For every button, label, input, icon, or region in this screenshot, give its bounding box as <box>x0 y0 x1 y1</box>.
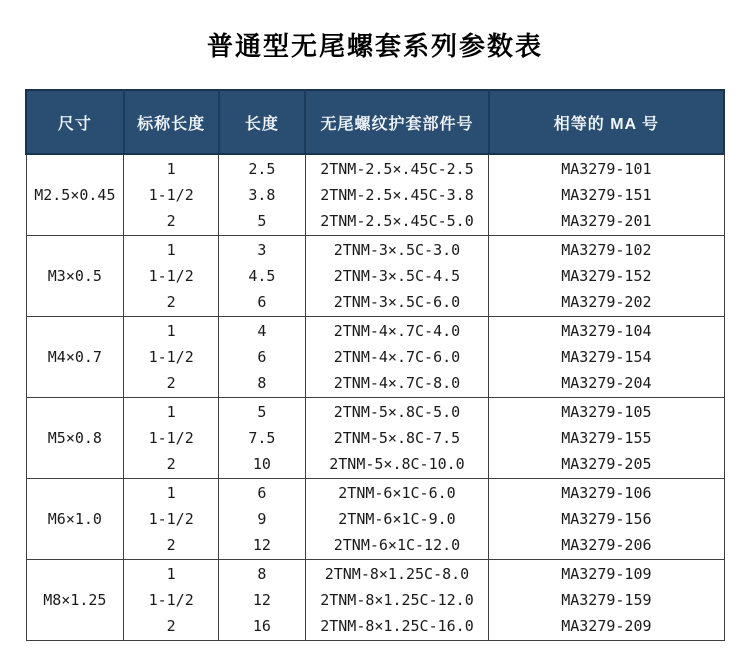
ma-number-cell <box>489 154 724 236</box>
cell-value: MA3279-159 <box>561 591 652 609</box>
nominal-cell <box>124 398 219 479</box>
cell-value: 8 <box>257 565 267 583</box>
cell-value: 1-1/2 <box>148 186 194 204</box>
cell-value: 7.5 <box>248 429 276 447</box>
cell-value: 2.5 <box>248 160 276 178</box>
cell-value: 2TNM-6×1C-6.0 <box>338 484 456 502</box>
cell-value: 2TNM-3×.5C-3.0 <box>333 241 461 259</box>
cell-value: MA3279-104 <box>561 322 652 340</box>
cell-value: 2TNM-6×1C-12.0 <box>333 536 461 554</box>
ma-number-cell <box>489 317 724 398</box>
part-number-cell <box>305 560 489 641</box>
cell-value: MA3279-105 <box>561 403 652 421</box>
part-number-cell <box>305 154 489 236</box>
cell-value: MA3279-209 <box>561 617 652 635</box>
nominal-cell <box>124 560 219 641</box>
header-cell-nominal: 标称长度 <box>124 90 219 154</box>
cell-value: 6 <box>257 293 267 311</box>
cell-value: 1-1/2 <box>148 591 194 609</box>
cell-value: 4 <box>257 322 267 340</box>
size-cell: M2.5×0.45 <box>26 154 124 236</box>
cell-value: 1 <box>166 322 176 340</box>
length-cell <box>219 479 306 560</box>
header-cell-length: 长度 <box>219 90 306 154</box>
cell-value: 1-1/2 <box>148 267 194 285</box>
cell-value: MA3279-206 <box>561 536 652 554</box>
part-number-cell <box>305 479 489 560</box>
nominal-cell <box>124 154 219 236</box>
cell-value: 2 <box>166 617 176 635</box>
page-title: 普通型无尾螺套系列参数表 <box>206 31 543 61</box>
header-cell-part: 无尾螺纹护套部件号 <box>305 90 489 154</box>
table-row <box>26 154 724 236</box>
cell-value: 2 <box>166 212 176 230</box>
length-cell <box>219 317 306 398</box>
cell-value: MA3279-151 <box>561 186 652 204</box>
cell-value: 2TNM-6×1C-9.0 <box>338 510 456 528</box>
table-row <box>26 560 724 641</box>
cell-value: 2 <box>166 374 176 392</box>
cell-value: 2 <box>166 455 176 473</box>
cell-value: MA3279-109 <box>561 565 652 583</box>
nominal-cell <box>124 236 219 317</box>
cell-value: 1 <box>166 484 176 502</box>
ma-number-cell <box>489 398 724 479</box>
part-number-cell <box>305 398 489 479</box>
size-cell: M6×1.0 <box>26 479 124 560</box>
cell-value: 2TNM-2.5×.45C-3.8 <box>320 186 474 204</box>
table-row <box>26 236 724 317</box>
cell-value: 2TNM-2.5×.45C-5.0 <box>320 212 474 230</box>
length-cell <box>219 154 306 236</box>
ma-number-cell <box>489 560 724 641</box>
cell-value: 1-1/2 <box>148 348 194 366</box>
part-number-cell <box>305 236 489 317</box>
cell-value: 4.5 <box>248 267 276 285</box>
cell-value: 2TNM-3×.5C-6.0 <box>333 293 461 311</box>
cell-value: 3 <box>257 241 267 259</box>
length-cell <box>219 398 306 479</box>
cell-value: 2TNM-8×1.25C-16.0 <box>320 617 474 635</box>
size-cell: M4×0.7 <box>26 317 124 398</box>
parameter-table <box>25 89 725 641</box>
cell-value: 2TNM-5×.8C-10.0 <box>329 455 465 473</box>
header-cell-ma: 相等的 MA 号 <box>489 90 724 154</box>
cell-value: 2TNM-3×.5C-4.5 <box>333 267 461 285</box>
cell-value: 6 <box>257 484 267 502</box>
header-row <box>26 90 724 154</box>
cell-value: 5 <box>257 212 267 230</box>
cell-value: 2TNM-4×.7C-8.0 <box>333 374 461 392</box>
cell-value: 3.8 <box>248 186 276 204</box>
length-cell <box>219 236 306 317</box>
cell-value: 16 <box>252 617 271 635</box>
cell-value: 2 <box>166 536 176 554</box>
cell-value: 1 <box>166 565 176 583</box>
cell-value: MA3279-106 <box>561 484 652 502</box>
cell-value: 2TNM-5×.8C-7.5 <box>333 429 461 447</box>
table-row <box>26 398 724 479</box>
table-row <box>26 317 724 398</box>
cell-value: 12 <box>252 536 271 554</box>
table-row <box>26 479 724 560</box>
ma-number-cell <box>489 479 724 560</box>
size-cell: M5×0.8 <box>26 398 124 479</box>
cell-value: MA3279-201 <box>561 212 652 230</box>
length-cell <box>219 560 306 641</box>
header-cell-size: 尺寸 <box>26 90 124 154</box>
cell-value: MA3279-152 <box>561 267 652 285</box>
cell-value: 1 <box>166 241 176 259</box>
cell-value: MA3279-101 <box>561 160 652 178</box>
cell-value: 2TNM-4×.7C-6.0 <box>333 348 461 366</box>
cell-value: MA3279-155 <box>561 429 652 447</box>
cell-value: 2TNM-5×.8C-5.0 <box>333 403 461 421</box>
cell-value: MA3279-156 <box>561 510 652 528</box>
cell-value: MA3279-154 <box>561 348 652 366</box>
nominal-cell <box>124 317 219 398</box>
cell-value: 1-1/2 <box>148 429 194 447</box>
cell-value: MA3279-205 <box>561 455 652 473</box>
cell-value: 2TNM-2.5×.45C-2.5 <box>320 160 474 178</box>
nominal-cell <box>124 479 219 560</box>
cell-value: MA3279-204 <box>561 374 652 392</box>
cell-value: MA3279-202 <box>561 293 652 311</box>
cell-value: 1 <box>166 160 176 178</box>
size-cell: M3×0.5 <box>26 236 124 317</box>
cell-value: MA3279-102 <box>561 241 652 259</box>
cell-value: 2TNM-8×1.25C-8.0 <box>324 565 470 583</box>
part-number-cell <box>305 317 489 398</box>
cell-value: 1-1/2 <box>148 510 194 528</box>
cell-value: 9 <box>257 510 267 528</box>
cell-value: 6 <box>257 348 267 366</box>
ma-number-cell <box>489 236 724 317</box>
size-cell: M8×1.25 <box>26 560 124 641</box>
cell-value: 1 <box>166 403 176 421</box>
cell-value: 10 <box>252 455 271 473</box>
cell-value: 2TNM-8×1.25C-12.0 <box>320 591 474 609</box>
cell-value: 5 <box>257 403 267 421</box>
cell-value: 12 <box>252 591 271 609</box>
cell-value: 8 <box>257 374 267 392</box>
cell-value: 2 <box>166 293 176 311</box>
cell-value: 2TNM-4×.7C-4.0 <box>333 322 461 340</box>
